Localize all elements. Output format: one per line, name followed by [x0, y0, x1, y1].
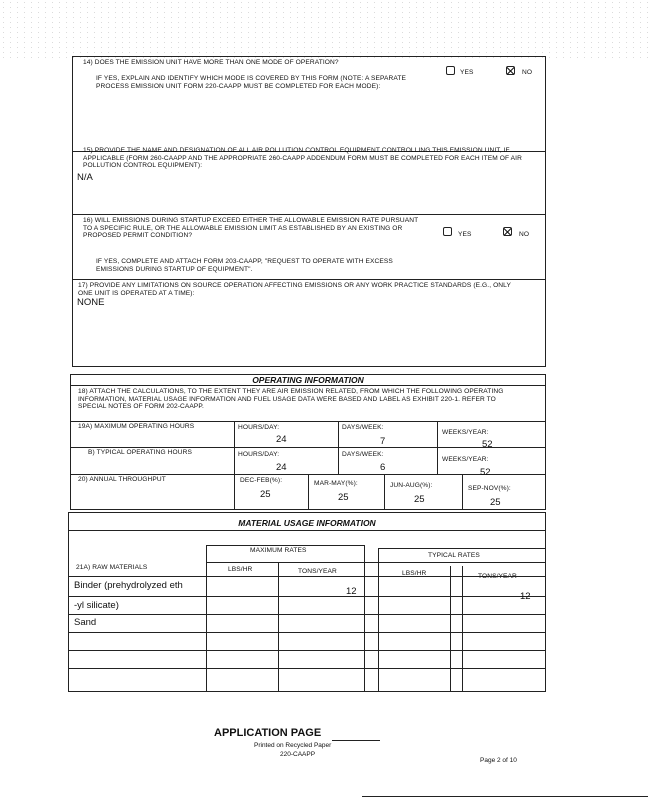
q14-yes-label: YES: [460, 69, 474, 76]
q14-no-label: NO: [522, 69, 533, 76]
op-vline-b: [338, 421, 339, 475]
q15-text: 15) PROVIDE THE NAME AND DESIGNATION OF ALL AIR POLLUTION CONTROL EQUIPMENT CONTROLLING THIS EMISSION UNIT, IF APPLICABLE (FORM 260-CAAPP AND THE APPROPRIATE 260-CAAPP ADDENDUM FORM MUST BE COMPLETED FOR EACH ITEM OF AIR POLLUTION CONTROL EQUIPMENT):: [83, 147, 522, 169]
printed-note: Printed on Recycled Paper: [254, 742, 332, 749]
max-tons-year-label: TONS/YEAR: [298, 568, 337, 575]
mat-line-typrates: [378, 548, 546, 549]
max-lbs-hr-label: LBS/HR: [228, 566, 253, 573]
op-vline-d: [308, 474, 309, 510]
op-line-3: [70, 447, 546, 448]
mat-vline-1: [206, 545, 207, 692]
material-row-typ-tons-0[interactable]: 12: [520, 591, 531, 602]
jun-aug-value[interactable]: 25: [414, 494, 425, 505]
mat-vline-3: [364, 545, 365, 692]
typ-days-week-label: DAYS/WEEK:: [342, 451, 384, 458]
op-line-1: [70, 385, 546, 386]
q19a-label: 19A) MAXIMUM OPERATING HOURS: [78, 423, 195, 430]
q16-no-checkbox[interactable]: [503, 227, 512, 236]
q14-no-checkbox[interactable]: [506, 66, 515, 75]
dec-feb-label: DEC-FEB(%):: [240, 477, 283, 484]
mat-vline-2: [278, 562, 279, 692]
typ-rates-label: TYPICAL RATES: [428, 552, 480, 559]
max-weeks-year-value[interactable]: 52: [482, 439, 493, 450]
sep-nov-label: SEP-NOV(%):: [468, 485, 511, 492]
typ-days-week-value[interactable]: 6: [380, 462, 386, 473]
operating-header: OPERATING INFORMATION: [252, 375, 364, 385]
q18-text: 18) ATTACH THE CALCULATIONS, TO THE EXTENT THEY ARE AIR EMISSION RELATED, FROM WHICH THE FOLLOWING OPERATING INFORMATION, MATERIAL USAGE INFORMATION AND FUEL USAGE DATA WERE BASED AND LABEL AS EXHIBIT 220-1. REFER TO SPECIAL NOTES OF FORM 202-CAAPP.: [78, 388, 504, 410]
typ-hours-day-label: HOURS/DAY:: [238, 451, 280, 458]
max-rates-label: MAXIMUM RATES: [250, 547, 307, 554]
form-number: 220-CAAPP: [280, 751, 316, 758]
max-days-week-value[interactable]: 7: [380, 436, 386, 447]
material-row-name-1[interactable]: -yl silicate): [74, 600, 119, 611]
q14-sub: IF YES, EXPLAIN AND IDENTIFY WHICH MODE IS COVERED BY THIS FORM (NOTE: A SEPARATE PROCESS EMISSION UNIT FORM 220-CAAPP MUST BE COMPLETED FOR EACH MODE):: [96, 75, 407, 90]
q16-no-label: NO: [519, 231, 530, 238]
op-vline-c: [437, 421, 438, 475]
mat-vline-6: [462, 566, 463, 692]
q14-box: [72, 56, 546, 152]
typ-hours-day-value[interactable]: 24: [276, 462, 287, 473]
q20-label: 20) ANNUAL THROUGHPUT: [78, 476, 166, 483]
bottom-rule: [362, 796, 648, 797]
mat-row-line-0: [68, 576, 546, 577]
mat-line-maxrates: [206, 545, 364, 546]
application-page-title: APPLICATION PAGE: [214, 727, 322, 739]
typ-weeks-year-label: WEEKS/YEAR:: [442, 456, 489, 463]
q19b-label: B) TYPICAL OPERATING HOURS: [88, 449, 192, 456]
mat-line-top: [68, 530, 546, 531]
mat-row-line-2: [68, 614, 546, 615]
typ-tons-year-label: TONS/YEAR: [478, 573, 517, 580]
q16-text: 16) WILL EMISSIONS DURING STARTUP EXCEED EITHER THE ALLOWABLE EMISSION RATE PURSUANT TO A SPECIFIC RULE, OR THE ALLOWABLE EMISSION LIMIT AS ESTABLISHED BY AN EXISTING OR PROPOSED PERMIT CONDITION?: [83, 217, 419, 239]
typ-lbs-hr-label: LBS/HR: [402, 570, 427, 577]
material-header: MATERIAL USAGE INFORMATION: [238, 518, 376, 528]
page-number: Page 2 of 10: [480, 757, 517, 764]
dec-feb-value[interactable]: 25: [260, 489, 271, 500]
mat-line-sub: [206, 562, 546, 563]
max-hours-day-label: HOURS/DAY:: [238, 424, 280, 431]
max-hours-day-value[interactable]: 24: [276, 434, 287, 445]
q16-sub: IF YES, COMPLETE AND ATTACH FORM 203-CAAPP, "REQUEST TO OPERATE WITH EXCESS EMISSIONS DURING STARTUP OF EQUIPMENT".: [96, 258, 393, 273]
material-row-name-0[interactable]: Binder (prehydrolyzed eth: [74, 580, 183, 591]
max-weeks-year-label: WEEKS/YEAR:: [442, 429, 489, 436]
mat-row-line-5: [68, 668, 546, 669]
mat-vline-5: [450, 566, 451, 692]
q14-text: 14) DOES THE EMISSION UNIT HAVE MORE THAN ONE MODE OF OPERATION?: [83, 59, 339, 66]
op-vline-a: [234, 421, 235, 510]
op-vline-f: [462, 474, 463, 510]
material-box: [68, 512, 546, 692]
material-row-name-2[interactable]: Sand: [74, 617, 97, 628]
q14-yes-checkbox[interactable]: [446, 66, 455, 75]
mat-row-line-1: [68, 596, 546, 597]
jun-aug-label: JUN-AUG(%):: [390, 482, 433, 489]
q16-yes-checkbox[interactable]: [443, 227, 452, 236]
footer-title-underline: [332, 740, 380, 741]
mat-row-line-3: [68, 632, 546, 633]
typ-weeks-year-value[interactable]: 52: [480, 467, 491, 478]
scan-noise: [0, 0, 648, 60]
q17-answer[interactable]: NONE: [77, 297, 105, 308]
mar-may-label: MAR-MAY(%):: [314, 480, 358, 487]
mar-may-value[interactable]: 25: [338, 492, 349, 503]
op-vline-e: [384, 474, 385, 510]
sep-nov-value[interactable]: 25: [490, 497, 501, 508]
max-days-week-label: DAYS/WEEK:: [342, 424, 384, 431]
mat-row-line-4: [68, 650, 546, 651]
q16-yes-label: YES: [458, 231, 472, 238]
q15-answer[interactable]: N/A: [77, 172, 93, 183]
q17-text: 17) PROVIDE ANY LIMITATIONS ON SOURCE OPERATION AFFECTING EMISSIONS OR ANY WORK PRACTICE STANDARDS (E.G., ONLY ONE UNIT IS OPERATED AT A TIME):: [78, 282, 511, 297]
material-row-max-tons-0[interactable]: 12: [346, 586, 357, 597]
mat-vline-4: [378, 548, 379, 692]
raw-materials-label: 21A) RAW MATERIALS: [76, 564, 148, 571]
op-line-2: [70, 421, 546, 422]
